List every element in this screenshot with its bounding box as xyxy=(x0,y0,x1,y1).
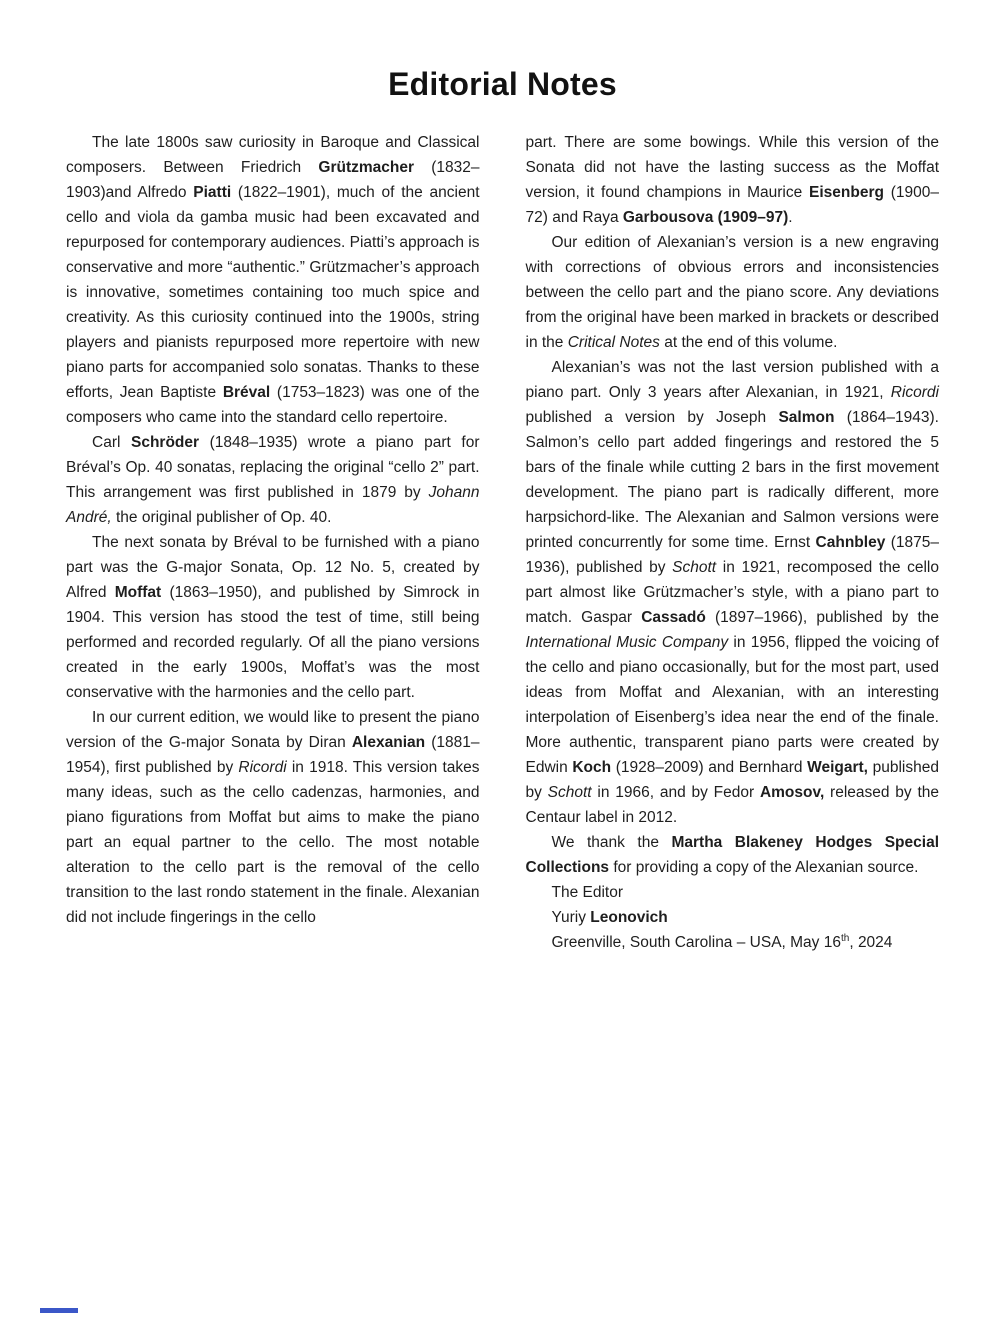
text-run: (1848–1935) wrote a piano part for Bréval’s Op. 40 sonatas, replacing the original “cello 2” part. This arrangement was first published in 1879 by xyxy=(66,434,480,501)
text-run: Yuriy xyxy=(551,909,591,926)
page-title: Editorial Notes xyxy=(388,66,617,102)
text-run: (1822–1901), much of the ancient cello and viola da gamba music had been excavated and repurposed for contemporary audiences. Piatti’s approach is conservative and more “authentic.” Grützmacher’s approach is innovative, sometimes containing too much spice and creativity. As this curiosity continued into the 1900s, string players and pianists repurposed more repertoire with new piano parts for accompanied solo sonatas. Thanks to these efforts, Jean Baptiste xyxy=(66,184,480,401)
text-columns xyxy=(0,130,1005,955)
text-run: at the end of this volume. xyxy=(659,334,838,351)
text-run: Greenville, South Carolina – USA, May 16 xyxy=(551,934,841,951)
signature-line-1 xyxy=(552,880,940,905)
page-edge-mark xyxy=(40,1308,78,1313)
right-column xyxy=(526,130,940,955)
text-run: for providing a copy of the Alexanian source. xyxy=(609,859,919,876)
text-run: in 1921, recomposed the cello part almost like Grützmacher’s style, with a piano part to match. Gaspar xyxy=(525,559,939,626)
text-run: in 1918. This version takes many ideas, such as the cello cadenzas, harmonies, and piano figurations from Moffat but aims to make the piano part an equal partner to the cello. The most notable alteration to the cello part is the removal of the cello transition to the last rondo statement in the finale. Alexanian did not include fingerings in the cello xyxy=(66,759,480,926)
text-run: in 1956, flipped the voicing of the cello and piano occasionally, but for the most part, used ideas from Moffat and Alexanian, with an interesting interpolation of Eisenberg’s idea near the end of the finale. More authentic, transparent piano parts were created by Edwin xyxy=(525,634,939,776)
text-run: The Editor xyxy=(551,884,624,901)
paragraph-5 xyxy=(526,230,940,355)
text-run: Amosov, xyxy=(759,784,825,801)
paragraph-2 xyxy=(66,430,480,530)
text-run: published by xyxy=(525,759,939,801)
text-run: Johann André, xyxy=(66,484,480,526)
text-run: (1875–1936), published by xyxy=(525,534,939,576)
text-run: (1864–1943). Salmon’s cello part added fingerings and restored the 5 bars of the finale while cutting 2 bars in the first movement development. The piano part is radically different, more harpsichord-like. The Alexanian and Salmon versions were printed concurrently for some time. Ernst xyxy=(525,409,939,551)
text-run: Eisenberg xyxy=(809,184,884,201)
text-run: Leonovich xyxy=(590,909,668,926)
left-column xyxy=(66,130,480,955)
signature-line-2 xyxy=(552,905,940,930)
text-run: Garbousova (1909–97) xyxy=(622,209,789,226)
text-run: We thank the xyxy=(551,834,672,851)
text-run: Schröder xyxy=(130,434,200,451)
text-run: Schott xyxy=(672,559,717,576)
text-run: Critical Notes xyxy=(567,334,660,351)
text-run: Ricordi xyxy=(238,759,287,776)
text-run: Our edition of Alexanian’s version is a new engraving with corrections of obvious errors and inconsistencies between the cello part and the piano score. Any deviations from the original have been marked in brackets or described in the xyxy=(525,234,939,351)
text-run: (1900–72) and Raya xyxy=(525,184,939,226)
text-run: Martha Blakeney Hodges Special Collections xyxy=(525,834,939,876)
text-run: th xyxy=(840,932,850,944)
text-run: released by the Centaur label in 2012. xyxy=(525,784,939,826)
paragraph-7 xyxy=(526,830,940,880)
text-run: Schott xyxy=(547,784,592,801)
text-run: . xyxy=(788,209,793,226)
text-run: Salmon xyxy=(778,409,835,426)
text-run: Alexanian’s was not the last version published with a piano part. Only 3 years after Alexanian, in 1921, xyxy=(525,359,939,401)
text-run: In our current edition, we would like to present the piano version of the G-major Sonata by Diran xyxy=(66,709,480,751)
text-run: in 1966, and by Fedor xyxy=(591,784,760,801)
text-run: Cassadó xyxy=(641,609,706,626)
paragraph-3 xyxy=(66,530,480,705)
text-run: Ricordi xyxy=(890,384,939,401)
text-run: Weigart, xyxy=(807,759,868,776)
text-run: published a version by Joseph xyxy=(525,409,779,426)
text-run: Grützmacher xyxy=(318,159,415,176)
text-run: (1832–1903)and Alfredo xyxy=(66,159,480,201)
paragraph-1 xyxy=(66,130,480,430)
signature-line-3 xyxy=(552,930,940,955)
text-run: The next sonata by Bréval to be furnished with a piano part was the G-major Sonata, Op. 12 No. 5, created by Alfred xyxy=(66,534,480,601)
text-run: The late 1800s saw curiosity in Baroque and Classical composers. Between Friedrich xyxy=(66,134,480,176)
paragraph-4-continued xyxy=(526,130,940,230)
text-run: the original publisher of Op. 40. xyxy=(111,509,332,526)
text-run: Alexanian xyxy=(351,734,426,751)
text-run: (1753–1823) was one of the composers who came into the standard cello repertoire. xyxy=(66,384,480,426)
text-run: Moffat xyxy=(114,584,162,601)
text-run: Carl xyxy=(92,434,131,451)
text-run: International Music Company xyxy=(525,634,729,651)
paragraph-4 xyxy=(66,705,480,930)
text-run: part. There are some bowings. While this version of the Sonata did not have the lasting success as the Moffat version, it found champions in Maurice xyxy=(525,134,939,201)
text-run: , 2024 xyxy=(849,934,893,951)
text-run: Bréval xyxy=(222,384,271,401)
paragraph-6 xyxy=(526,355,940,830)
text-run: (1928–2009) and Bernhard xyxy=(611,759,808,776)
text-run: (1863–1950), and published by Simrock in 1904. This version has stood the test of time, still being performed and recorded regularly. Of all the piano versions created in the early 1900s, Moffat’s was the most conservative with the harmonies and the cello part. xyxy=(66,584,480,701)
text-run: Koch xyxy=(572,759,612,776)
text-run: (1881–1954), first published by xyxy=(66,734,480,776)
text-run: (1897–1966), published by the xyxy=(705,609,939,626)
text-run: Cahnbley xyxy=(815,534,886,551)
text-run: Piatti xyxy=(193,184,232,201)
